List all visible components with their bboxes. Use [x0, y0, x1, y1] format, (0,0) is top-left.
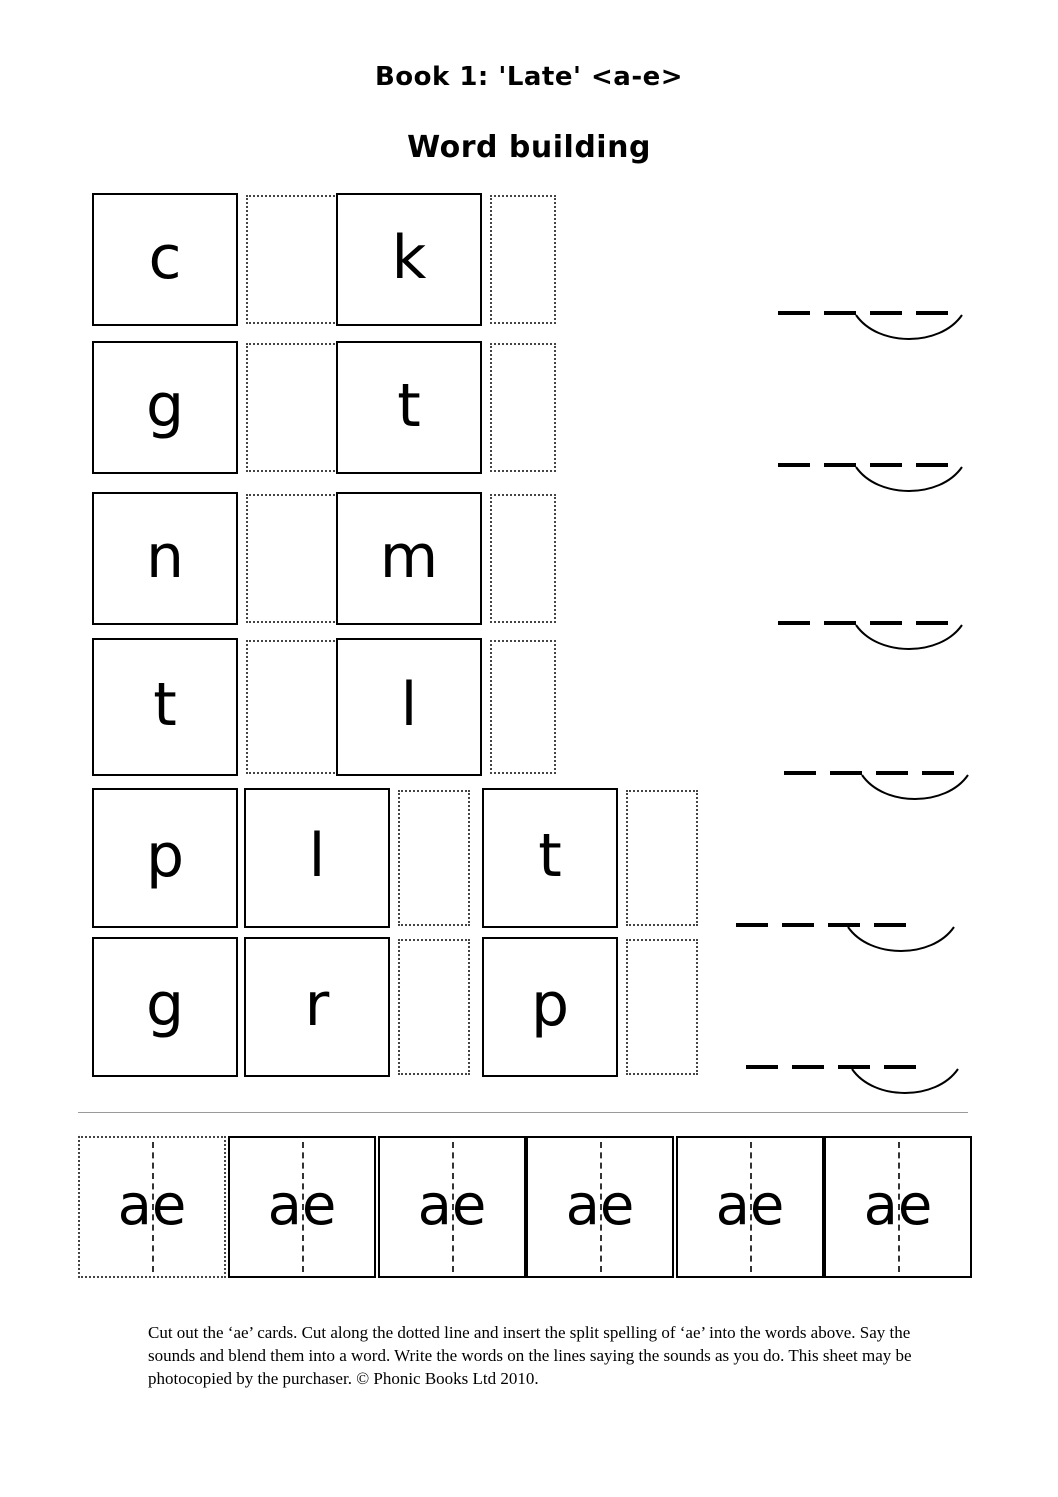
ae-card-text: ae [863, 1173, 933, 1239]
instructions-note: Cut out the ‘ae’ cards. Cut along the dotted line and insert the split spelling of ‘ae’ into the words above. Say the sounds and blend them into a word. Write the words on the lines saying the sounds as you do. This sheet may be photocopied by the purchaser. © Phonic Books Ltd 2010. [148, 1323, 912, 1388]
letter-card-slot[interactable] [490, 640, 556, 774]
writing-line[interactable] [784, 771, 1024, 811]
ae-card[interactable] [526, 1136, 674, 1278]
smile-curve-icon [854, 623, 964, 659]
letter-card-slot[interactable] [398, 939, 470, 1075]
ae-card[interactable] [824, 1136, 972, 1278]
letter-card[interactable] [336, 193, 482, 326]
smile-curve-icon [850, 1067, 960, 1103]
dash-segment [782, 923, 814, 927]
dash-segment [736, 923, 768, 927]
smile-curve-icon [854, 465, 964, 501]
ae-card[interactable] [78, 1136, 226, 1278]
dash-segment [746, 1065, 778, 1069]
letter-card[interactable] [482, 788, 618, 928]
letter-card[interactable] [336, 341, 482, 474]
page-subtitle: Word building [407, 130, 651, 165]
letter-card-slot[interactable] [490, 195, 556, 324]
letter-card-grid [92, 193, 732, 1085]
letter-card[interactable] [244, 788, 390, 928]
writing-line[interactable] [778, 311, 1018, 351]
letter-glyph: g [145, 970, 185, 1040]
ae-card[interactable] [228, 1136, 376, 1278]
ae-card-text: ae [267, 1173, 337, 1239]
letter-card-slot[interactable] [246, 343, 342, 472]
letter-card[interactable] [92, 788, 238, 928]
dash-segment [778, 463, 810, 467]
letter-glyph: g [145, 370, 185, 441]
writing-line[interactable] [736, 923, 976, 963]
letter-glyph: k [391, 222, 427, 293]
ae-card-strip [78, 1136, 973, 1278]
letter-card[interactable] [92, 341, 238, 474]
ae-card-text: ae [117, 1173, 187, 1239]
letter-glyph: t [538, 821, 562, 891]
word-row [92, 339, 732, 492]
page-title: Book 1: 'Late' <a-e> [374, 62, 684, 92]
letter-glyph: m [379, 521, 439, 592]
ae-card[interactable] [378, 1136, 526, 1278]
letter-glyph: l [400, 670, 418, 740]
letter-card-slot[interactable] [490, 343, 556, 472]
ae-card-text: ae [565, 1173, 635, 1239]
ae-card-text: ae [715, 1173, 785, 1239]
letter-glyph: r [304, 970, 330, 1040]
smile-curve-icon [860, 773, 970, 809]
section-divider [78, 1112, 968, 1113]
word-row [92, 937, 732, 1085]
word-row [92, 193, 732, 339]
letter-glyph: p [530, 970, 570, 1040]
letter-card[interactable] [482, 937, 618, 1077]
dash-segment [830, 771, 862, 775]
letter-card[interactable] [92, 937, 238, 1077]
writing-line[interactable] [778, 463, 1018, 503]
letter-glyph: p [145, 821, 185, 891]
letter-card-slot[interactable] [246, 195, 342, 324]
letter-card-slot[interactable] [246, 494, 342, 623]
letter-card[interactable] [336, 492, 482, 625]
dash-segment [778, 621, 810, 625]
smile-curve-icon [846, 925, 956, 961]
writing-line[interactable] [746, 1065, 986, 1105]
word-row [92, 638, 732, 786]
dash-segment [824, 621, 856, 625]
letter-card-slot[interactable] [490, 494, 556, 623]
letter-card[interactable] [92, 638, 238, 776]
letter-card[interactable] [92, 193, 238, 326]
letter-card[interactable] [92, 492, 238, 625]
ae-card-text: ae [417, 1173, 487, 1239]
word-row [92, 786, 732, 937]
letter-glyph: t [153, 670, 177, 740]
letter-glyph: t [397, 370, 421, 441]
letter-glyph: c [148, 222, 182, 293]
writing-lines-group [730, 193, 980, 1093]
letter-glyph: l [308, 821, 326, 891]
letter-card-slot[interactable] [626, 939, 698, 1075]
letter-card-slot[interactable] [626, 790, 698, 926]
letter-card[interactable] [244, 937, 390, 1077]
dash-segment [792, 1065, 824, 1069]
letter-card[interactable] [336, 638, 482, 776]
word-row [92, 492, 732, 638]
dash-segment [824, 311, 856, 315]
smile-curve-icon [854, 313, 964, 349]
letter-card-slot[interactable] [398, 790, 470, 926]
dash-segment [784, 771, 816, 775]
writing-line[interactable] [778, 621, 1018, 661]
ae-card[interactable] [676, 1136, 824, 1278]
dash-segment [824, 463, 856, 467]
dash-segment [778, 311, 810, 315]
letter-glyph: n [145, 521, 185, 592]
letter-card-slot[interactable] [246, 640, 342, 774]
